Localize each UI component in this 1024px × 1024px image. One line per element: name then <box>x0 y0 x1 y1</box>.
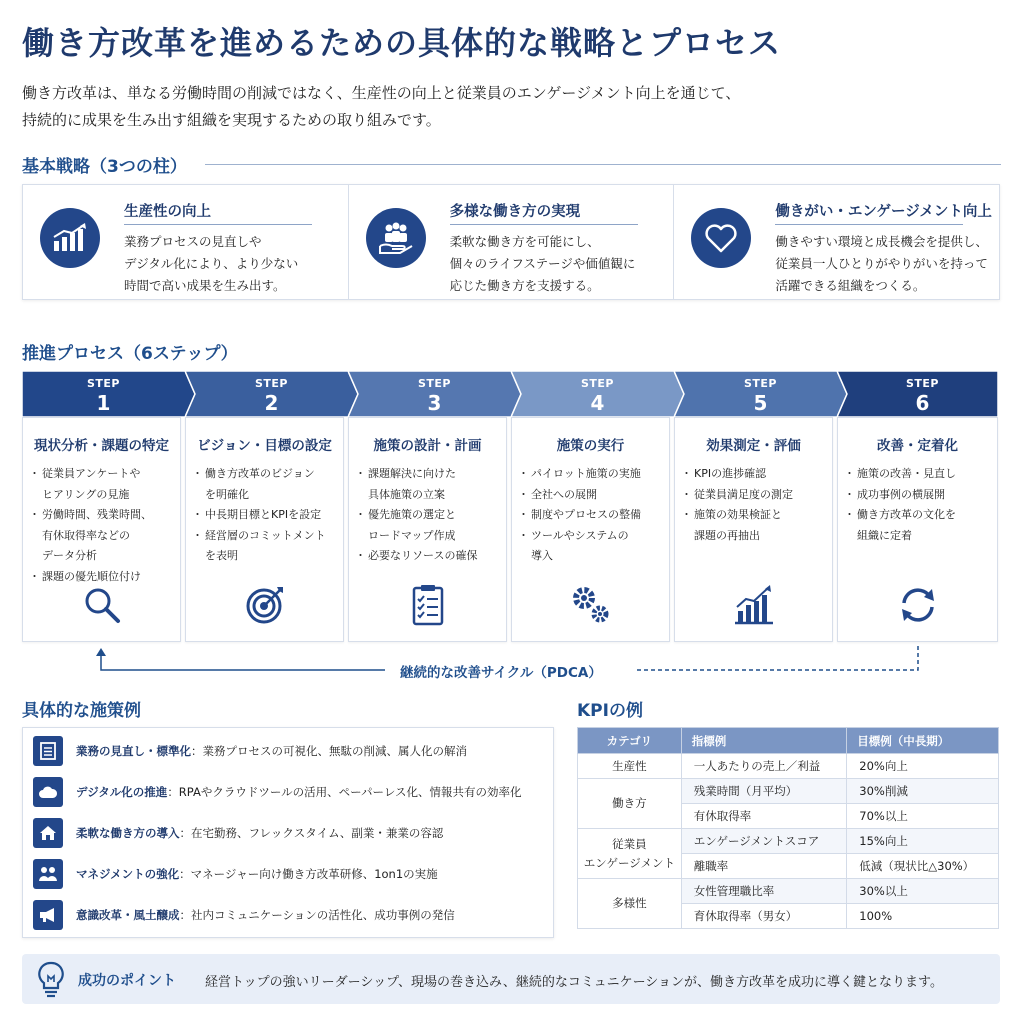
kpi-target: 低減（現状比△30%） <box>847 854 999 879</box>
document-icon <box>33 736 63 766</box>
desc-line: 活躍できる組織をつくる。 <box>775 278 926 293</box>
page-title: 働き方改革を進めるための具体的な戦略とプロセス <box>22 24 782 62</box>
cloud-icon <box>33 777 63 807</box>
step-card-1 <box>22 417 181 642</box>
pillar-engagement <box>674 185 999 299</box>
measure-item <box>33 777 548 807</box>
measures-panel <box>22 727 554 938</box>
desc-line: 柔軟な働き方を可能にし、 <box>449 234 600 249</box>
kpi-target: 70%以上 <box>847 804 999 829</box>
lightbulb-icon <box>36 960 66 998</box>
kpi-category: 多様性 <box>578 879 682 929</box>
step-item: ・ ツールやシステムの 導入 <box>521 526 667 567</box>
checklist-icon <box>406 583 450 627</box>
pillar-description <box>775 231 990 297</box>
kpi-row <box>578 754 999 779</box>
measure-detail: ：RPAやクラウドツールの活用、ペーパーレス化、情報共有の効率化 <box>167 785 522 799</box>
step-number: 5 <box>753 391 768 415</box>
desc-line: 業務プロセスの見直しや <box>124 234 262 249</box>
measure-text <box>76 907 455 923</box>
kpi-metric: 離職率 <box>681 854 847 879</box>
kpi-header-metric: 指標例 <box>681 728 847 754</box>
step-item: ・ 成功事例の横展開 <box>847 485 993 506</box>
step-items <box>847 464 993 546</box>
step-number: 3 <box>427 391 442 415</box>
kpi-metric: エンゲージメントスコア <box>681 829 847 854</box>
measure-text <box>76 825 443 841</box>
home-icon <box>33 818 63 848</box>
measure-detail: ：業務プロセスの可視化、無駄の削減、属人化の解消 <box>191 744 467 758</box>
step-number: 6 <box>915 391 930 415</box>
kpi-heading: KPIの例 <box>577 701 643 721</box>
step-number: 1 <box>96 391 111 415</box>
kpi-metric: 残業時間（月平均） <box>681 779 847 804</box>
step-label: STEP <box>743 377 777 390</box>
measures-heading: 具体的な施策例 <box>22 701 141 721</box>
step-item: ・ 労働時間、残業時間、 有休取得率などの データ分析 <box>32 505 178 567</box>
point-text: 経営トップの強いリーダーシップ、現場の巻き込み、継続的なコミュニケーションが、働き方改革を成功に導く鍵となります。 <box>205 975 944 990</box>
step-item: ・ 従業員満足度の測定 <box>684 485 830 506</box>
measure-item <box>33 859 548 889</box>
people-icon <box>33 859 63 889</box>
step-items <box>195 464 341 567</box>
measure-item <box>33 818 548 848</box>
desc-line: デジタル化により、より少ない <box>124 256 299 271</box>
desc-line: 働きやすい環境と成長機会を提供し、 <box>775 234 988 249</box>
step-item: ・ 働き方改革のビジョン を明確化 <box>195 464 341 505</box>
measure-item <box>33 736 548 766</box>
kpi-metric: 一人あたりの売上／利益 <box>681 754 847 779</box>
step-arrows <box>22 371 998 417</box>
kpi-target: 100% <box>847 904 999 929</box>
step-items <box>684 464 830 546</box>
step-item: ・ 働き方改革の文化を 組織に定着 <box>847 505 993 546</box>
step-chevron-1 <box>22 371 195 417</box>
measure-detail: ：社内コミュニケーションの活性化、成功事例の発信 <box>179 908 455 922</box>
kpi-row <box>578 879 999 904</box>
kpi-target: 15%向上 <box>847 829 999 854</box>
step-label: STEP <box>254 377 288 390</box>
measure-text <box>76 784 522 800</box>
step-item: ・ 制度やプロセスの整備 <box>521 505 667 526</box>
pdca-label: 継続的な改善サイクル（PDCA） <box>400 665 602 681</box>
step-title: ビジョン・目標の設定 <box>197 438 332 454</box>
step-number: 2 <box>264 391 279 415</box>
pillar-underline <box>450 224 638 225</box>
step-item: ・ 経営層のコミットメント を表明 <box>195 526 341 567</box>
pillar-title: 働きがい・エンゲージメント向上 <box>775 204 992 220</box>
step-label: STEP <box>905 377 939 390</box>
success-point-bar <box>22 954 1000 1004</box>
step-title: 効果測定・評価 <box>706 438 801 454</box>
bar-chart-icon <box>732 583 776 627</box>
kpi-metric: 育休取得率（男女） <box>681 904 847 929</box>
step-chevron-6 <box>837 371 998 417</box>
measure-label: デジタル化の推進 <box>76 785 168 799</box>
step-label: STEP <box>86 377 120 390</box>
step-item: ・ 施策の改善・見直し <box>847 464 993 485</box>
kpi-category: 生産性 <box>578 754 682 779</box>
megaphone-icon <box>33 900 63 930</box>
step-item: ・ 施策の効果検証と 課題の再抽出 <box>684 505 830 546</box>
step-chevron-3 <box>348 371 521 417</box>
kpi-metric: 有休取得率 <box>681 804 847 829</box>
heart-icon <box>691 208 751 268</box>
kpi-row <box>578 829 999 854</box>
point-label: 成功のポイント <box>78 973 176 989</box>
pillar-description <box>124 231 339 297</box>
measure-text <box>76 743 467 759</box>
desc-line: 個々のライフステージや価値観に <box>449 256 636 271</box>
step-label: STEP <box>580 377 614 390</box>
measure-label: 柔軟な働き方の導入 <box>76 826 180 840</box>
step-items <box>521 464 667 567</box>
step-title: 施策の設計・計画 <box>373 438 482 454</box>
kpi-header-target: 目標例（中長期） <box>847 728 999 754</box>
pillars-panel <box>22 184 1000 300</box>
measure-text <box>76 866 438 882</box>
kpi-category: 働き方 <box>578 779 682 829</box>
kpi-target: 30%削減 <box>847 779 999 804</box>
step-title: 現状分析・課題の特定 <box>34 438 169 454</box>
target-icon <box>243 583 287 627</box>
step-cards <box>22 417 998 642</box>
desc-line: 応じた働き方を支援する。 <box>449 278 600 293</box>
kpi-metric: 女性管理職比率 <box>681 879 847 904</box>
step-chevron-5 <box>674 371 847 417</box>
kpi-table <box>577 727 999 929</box>
people-hand-icon <box>366 208 426 268</box>
strategy-heading: 基本戦略（3つの柱） <box>22 157 187 177</box>
step-item: ・ 課題解決に向けた 具体施策の立案 <box>358 464 504 505</box>
pillar-productivity <box>23 185 349 299</box>
step-title: 施策の実行 <box>556 438 625 454</box>
chart-growth-icon <box>40 208 100 268</box>
step-card-3 <box>348 417 507 642</box>
kpi-target: 20%向上 <box>847 754 999 779</box>
step-label: STEP <box>417 377 451 390</box>
measure-detail: ：マネージャー向け働き方改革研修、1on1の実施 <box>179 867 438 881</box>
step-number: 4 <box>590 391 605 415</box>
desc-line: 時間で高い成果を生み出す。 <box>124 278 286 293</box>
step-card-2 <box>185 417 344 642</box>
pillar-description <box>450 231 665 297</box>
step-item: ・ 課題の優先順位付け <box>32 567 178 588</box>
kpi-row <box>578 779 999 804</box>
search-icon <box>80 583 124 627</box>
pillar-title: 多様な働き方の実現 <box>449 204 581 220</box>
step-item: ・ KPIの進捗確認 <box>684 464 830 485</box>
measure-item <box>33 900 548 930</box>
cycle-icon <box>896 583 940 627</box>
kpi-category: 従業員 エンゲージメント <box>578 829 682 879</box>
step-title: 改善・定着化 <box>877 438 958 454</box>
pillar-title: 生産性の向上 <box>124 204 211 220</box>
pillar-underline <box>124 224 312 225</box>
measure-detail: ：在宅勤務、フレックスタイム、副業・兼業の容認 <box>179 826 444 840</box>
step-card-5 <box>674 417 833 642</box>
step-item: ・ 中長期目標とKPIを設定 <box>195 505 341 526</box>
kpi-target: 30%以上 <box>847 879 999 904</box>
step-item: ・ パイロット施策の実施 <box>521 464 667 485</box>
measure-label: マネジメントの強化 <box>76 867 180 881</box>
step-items <box>32 464 178 587</box>
intro-line: 働き方改革は、単なる労働時間の削減ではなく、生産性の向上と従業員のエンゲージメント向上を通じて、 <box>22 84 741 102</box>
gears-icon <box>569 583 613 627</box>
pillar-underline <box>775 224 963 225</box>
process-heading: 推進プロセス（6ステップ） <box>22 344 238 364</box>
pillar-diverse-work <box>349 185 675 299</box>
intro-line: 持続的に成果を生み出す組織を実現するための取り組みです。 <box>22 111 441 129</box>
measure-label: 業務の見直し・標準化 <box>76 744 191 758</box>
step-card-6 <box>837 417 998 642</box>
measure-label: 意識改革・風土醸成 <box>76 908 180 922</box>
intro-text <box>22 80 1002 134</box>
step-item: ・ 優先施策の選定と ロードマップ作成 <box>358 505 504 546</box>
step-item: ・ 従業員アンケートや ヒアリングの見施 <box>32 464 178 505</box>
step-item: ・ 必要なリソースの確保 <box>358 546 504 567</box>
kpi-header-category: カテゴリ <box>578 728 682 754</box>
step-chevron-4 <box>511 371 684 417</box>
desc-line: 従業員一人ひとりがやりがいを持って <box>775 256 988 271</box>
step-card-4 <box>511 417 670 642</box>
step-item: ・ 全社への展開 <box>521 485 667 506</box>
section-divider <box>205 164 1001 165</box>
step-items <box>358 464 504 567</box>
step-chevron-2 <box>185 371 358 417</box>
